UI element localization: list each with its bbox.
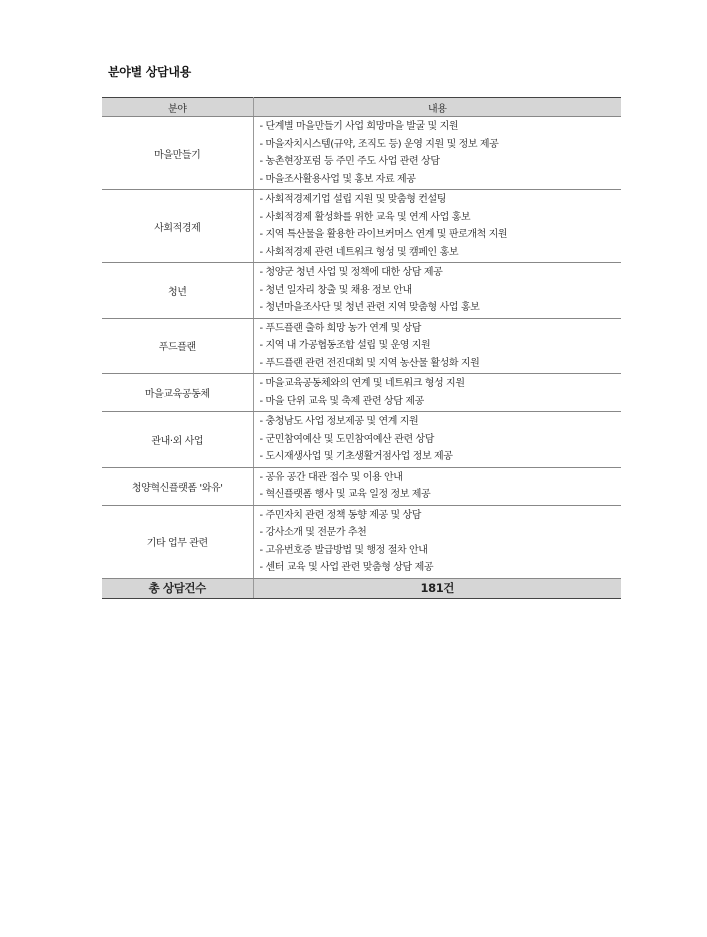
field-food-plan: 푸드플랜 [102, 318, 253, 374]
content-cell [253, 374, 621, 412]
list-item: - 지역 내 가공협동조합 설립 및 운영 지원 [259, 340, 431, 351]
list-item: - 도시재생사업 및 기초생활거점사업 정보 제공 [259, 451, 453, 462]
list-item: - 청양군 청년 사업 및 정책에 대한 상담 제공 [259, 267, 443, 278]
field-regional-projects: 관내·외 사업 [102, 412, 253, 468]
table-row [102, 374, 621, 412]
table-row [102, 190, 621, 263]
total-value: 181건 [253, 578, 621, 598]
content-cell [253, 412, 621, 468]
list-item: - 푸드플랜 관련 전진대회 및 지역 농산물 활성화 지원 [259, 357, 480, 369]
content-cell [253, 505, 621, 578]
list-item: - 푸드플랜 출하 희망 농가 연계 및 상담 [259, 322, 422, 334]
content-cell [253, 263, 621, 319]
table-row [102, 263, 621, 319]
page-title: 분야별 상담내용 [108, 65, 191, 79]
consultation-table [102, 97, 621, 599]
table-row [102, 467, 621, 505]
field-village-making: 마을만들기 [102, 117, 253, 190]
field-village-education: 마을교육공동체 [102, 374, 253, 412]
list-item: - 단계별 마을만들기 사업 희망마을 발굴 및 지원 [259, 121, 459, 132]
list-item: - 사회적경제 활성화를 위한 교육 및 연계 사업 홍보 [259, 211, 471, 223]
table-row [102, 318, 621, 374]
list-item: - 마을교육공동체와의 연계 및 네트워크 형성 지원 [259, 378, 465, 389]
header-field: 분야 [102, 98, 253, 117]
list-item: - 농촌현장포럼 등 주민 주도 사업 관련 상담 [259, 156, 440, 167]
field-social-economy: 사회적경제 [102, 190, 253, 263]
list-item: - 청년 일자리 창출 및 채용 정보 안내 [259, 284, 412, 296]
list-item: - 사회적경제기업 설립 지원 및 맞춤형 컨설팅 [259, 194, 447, 205]
table-header-row [102, 98, 621, 117]
list-item: - 사회적경제 관련 네트워크 형성 및 캠페인 홍보 [259, 246, 459, 258]
total-row [102, 578, 621, 598]
list-item: - 혁신플랫폼 행사 및 교육 일정 정보 제공 [259, 489, 431, 500]
list-item: - 마을조사활용사업 및 홍보 자료 제공 [259, 173, 416, 185]
table-row [102, 505, 621, 578]
list-item: - 센터 교육 및 사업 관련 맞춤형 상담 제공 [259, 562, 434, 573]
list-item: - 마을자치시스템(규약, 조직도 등) 운영 지원 및 정보 제공 [259, 138, 499, 150]
list-item: - 군민참여예산 및 도민참여예산 관련 상담 [259, 433, 435, 445]
list-item: - 고유번호증 발급방법 및 행정 절차 안내 [259, 544, 428, 556]
content-cell [253, 117, 621, 190]
content-cell [253, 190, 621, 263]
content-cell [253, 318, 621, 374]
list-item: - 충청남도 사업 정보제공 및 연계 지원 [259, 416, 419, 427]
list-item: - 지역 특산물을 활용한 라이브커머스 연계 및 판로개척 지원 [259, 229, 508, 240]
table-row [102, 117, 621, 190]
field-innovation-platform: 청양혁신플랫폼 '와유' [102, 467, 253, 505]
list-item: - 주민자치 관련 정책 동향 제공 및 상담 [259, 509, 422, 521]
field-other-tasks: 기타 업무 관련 [102, 505, 253, 578]
list-item: - 마을 단위 교육 및 축제 관련 상담 제공 [259, 395, 424, 407]
list-item: - 공유 공간 대관 접수 및 이용 안내 [259, 471, 403, 483]
table-row [102, 412, 621, 468]
header-content: 내용 [253, 98, 621, 117]
list-item: - 청년마을조사단 및 청년 관련 지역 맞춤형 사업 홍보 [259, 302, 480, 313]
list-item: - 강사소개 및 전문가 추천 [259, 527, 367, 538]
content-cell [253, 467, 621, 505]
total-label: 총 상담건수 [102, 578, 253, 598]
field-youth: 청년 [102, 263, 253, 319]
